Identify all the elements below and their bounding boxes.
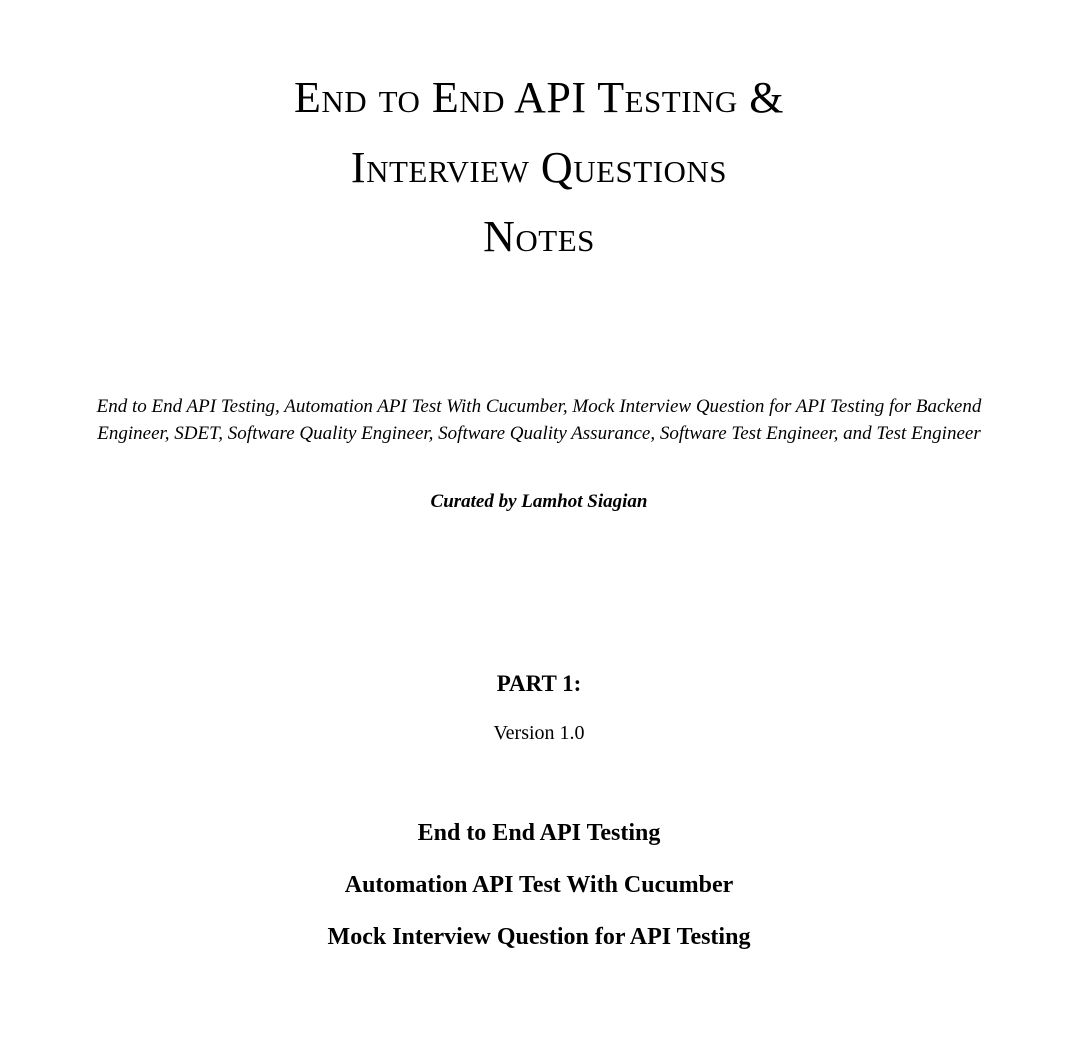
title-line-1: End to End API Testing &	[293, 73, 785, 122]
curator-credit: Curated by Lamhot Siagian	[430, 491, 648, 512]
title-line-3: Notes	[483, 212, 595, 261]
version-label: Version 1.0	[493, 722, 585, 744]
part-heading: PART 1:	[496, 671, 582, 696]
title-line-2: Interview Questions	[350, 143, 728, 192]
topic-item: Automation API Test With Cucumber	[344, 872, 734, 898]
topic-item: End to End API Testing	[417, 820, 661, 846]
topic-item: Mock Interview Question for API Testing	[327, 924, 751, 950]
subtitle: End to End API Testing, Automation API Test With Cucumber, Mock Interview Question for API Testing for Backend Engineer, SDET, Software Quality Engineer, Software Quality Assurance, Software Test Engineer, and Test Engineer	[96, 396, 982, 444]
